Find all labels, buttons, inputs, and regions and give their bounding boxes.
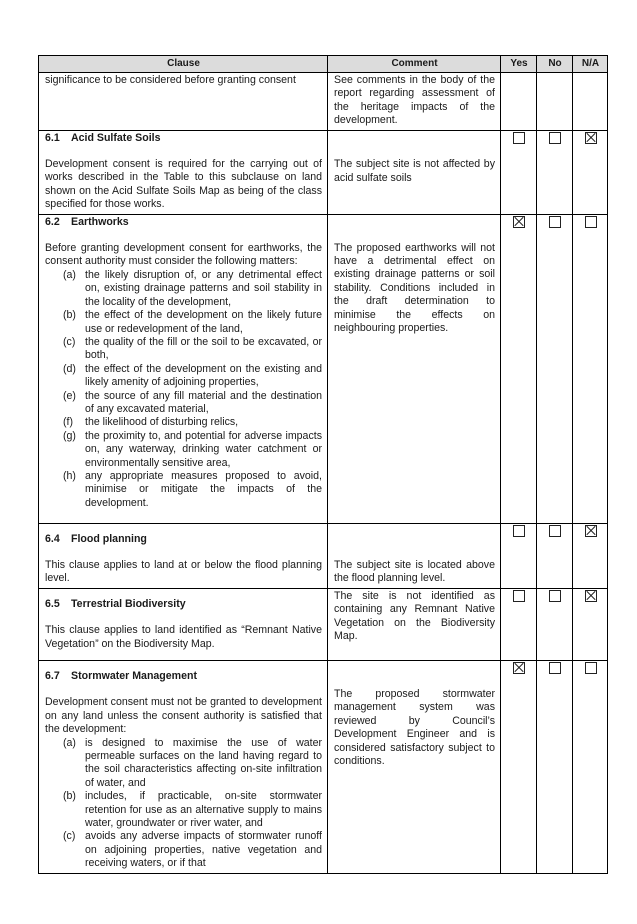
yes-cell (501, 660, 537, 873)
list-item: (d) the effect of the development on the existing and likely amenity of adjoining properties, (63, 362, 322, 389)
list-item: (e) the source of any fill material and the destination of any excavated material, (63, 389, 322, 415)
comment-text: See comments in the body of the report regarding assessment of the heritage impacts of the development. (334, 74, 495, 127)
header-no: No (537, 56, 573, 73)
clause-item-list (45, 269, 322, 510)
header-comment: Comment (328, 56, 501, 73)
no-checkbox[interactable] (549, 216, 561, 228)
table-header-row (39, 56, 608, 73)
na-cell (573, 73, 608, 131)
list-item: (b) the effect of the development on the likely future use or redevelopment of the land, (63, 309, 322, 335)
clause-intro: This clause applies to land identified as “Remnant Native Vegetation” on the Biodiversity Map. (45, 624, 322, 650)
na-checkbox[interactable] (585, 216, 597, 228)
clause-item-list (45, 737, 322, 871)
no-cell (537, 588, 573, 660)
list-item: (c) avoids any adverse impacts of stormwater runoff on adjoining properties, native vegetation and receiving waters, or if that (63, 830, 322, 870)
na-checkbox[interactable] (585, 662, 597, 674)
clause-cell (39, 523, 328, 588)
clause-cell (39, 214, 328, 523)
clause-heading: 6.1 Acid Sulfate Soils (45, 131, 161, 144)
comment-text: The subject site is not affected by acid sulfate soils (334, 158, 495, 184)
no-cell (537, 214, 573, 523)
clause-cell (39, 130, 328, 214)
no-cell (537, 130, 573, 214)
na-checkbox[interactable] (585, 590, 597, 602)
clause-intro: Development consent is required for the carrying out of works described in the Table to this subclause on land shown on the Acid Sulfate Soils Map as being of the class specified for those works. (45, 158, 322, 211)
clause-intro: This clause applies to land at or below the flood planning level. (45, 559, 322, 585)
comment-cell (328, 588, 501, 660)
clause-heading: 6.4 Flood planning (45, 532, 147, 545)
comment-cell (328, 214, 501, 523)
yes-cell (501, 130, 537, 214)
clause-text: significance to be considered before granting consent (45, 74, 296, 86)
no-checkbox[interactable] (549, 590, 561, 602)
list-item: (f) the likelihood of disturbing relics, (63, 416, 239, 429)
na-checkbox[interactable] (585, 525, 597, 537)
yes-checkbox[interactable] (513, 662, 525, 674)
list-item: (g) the proximity to, and potential for adverse impacts on, any waterway, drinking water catchment or environmentally sensitive area, (63, 429, 322, 469)
na-cell (573, 588, 608, 660)
header-clause: Clause (39, 56, 328, 73)
yes-checkbox[interactable] (513, 590, 525, 602)
header-yes: Yes (501, 56, 537, 73)
no-cell (537, 523, 573, 588)
comment-cell (328, 73, 501, 131)
table-row (39, 523, 608, 588)
clause-cell (39, 588, 328, 660)
clause-heading: 6.7 Stormwater Management (45, 669, 197, 682)
yes-checkbox[interactable] (513, 525, 525, 537)
clause-cell (39, 73, 328, 131)
comment-cell (328, 660, 501, 873)
table-row (39, 660, 608, 873)
comment-text: The proposed stormwater management system was reviewed by Council’s Development Engineer and is considered satisfactory subject to conditions. (334, 687, 495, 767)
table-row (39, 73, 608, 131)
list-item: (b) includes, if practicable, on-site stormwater retention for use as an alternative supply to mains water, groundwater or river water, and (63, 790, 322, 829)
comment-cell (328, 523, 501, 588)
clause-table (38, 55, 608, 874)
yes-cell (501, 73, 537, 131)
table-row (39, 588, 608, 660)
no-cell (537, 660, 573, 873)
comment-text: The proposed earthworks will not have a detrimental effect on existing drainage patterns or soil stability. Conditions included in the draft determination to minimise the effects on neighbouring properties. (334, 241, 495, 335)
no-cell (537, 73, 573, 131)
header-na: N/A (573, 56, 608, 73)
clause-intro: Development consent must not be granted to development on any land unless the consent authority is satisfied that the development: (45, 696, 322, 736)
comment-text: The subject site is located above the flood planning level. (334, 559, 495, 585)
table-row (39, 214, 608, 523)
yes-cell (501, 588, 537, 660)
na-checkbox[interactable] (585, 132, 597, 144)
clause-intro: Before granting development consent for earthworks, the consent authority must consider the following matters: (45, 242, 322, 268)
comment-cell (328, 130, 501, 214)
na-cell (573, 660, 608, 873)
yes-checkbox[interactable] (513, 132, 525, 144)
na-cell (573, 214, 608, 523)
yes-checkbox[interactable] (513, 216, 525, 228)
yes-cell (501, 523, 537, 588)
na-cell (573, 130, 608, 214)
na-cell (573, 523, 608, 588)
table-row (39, 130, 608, 214)
clause-heading: 6.5 Terrestrial Biodiversity (45, 597, 186, 610)
yes-cell (501, 214, 537, 523)
clause-cell (39, 660, 328, 873)
no-checkbox[interactable] (549, 525, 561, 537)
no-checkbox[interactable] (549, 132, 561, 144)
list-item: (h) any appropriate measures proposed to avoid, minimise or mitigate the impacts of the development. (63, 469, 322, 509)
list-item: (c) the quality of the fill or the soil to be excavated, or both, (63, 335, 322, 362)
list-item: (a) is designed to maximise the use of water permeable surfaces on the land having regard to the soil characteristics affecting on-site infiltration of water, and (63, 736, 322, 789)
comment-text: The site is not identified as containing any Remnant Native Vegetation on the Biodiversity Map. (334, 589, 495, 643)
clause-heading: 6.2 Earthworks (45, 215, 129, 228)
list-item: (a) the likely disruption of, or any detrimental effect on, existing drainage patterns and soil stability in the locality of the development, (63, 268, 322, 308)
no-checkbox[interactable] (549, 662, 561, 674)
